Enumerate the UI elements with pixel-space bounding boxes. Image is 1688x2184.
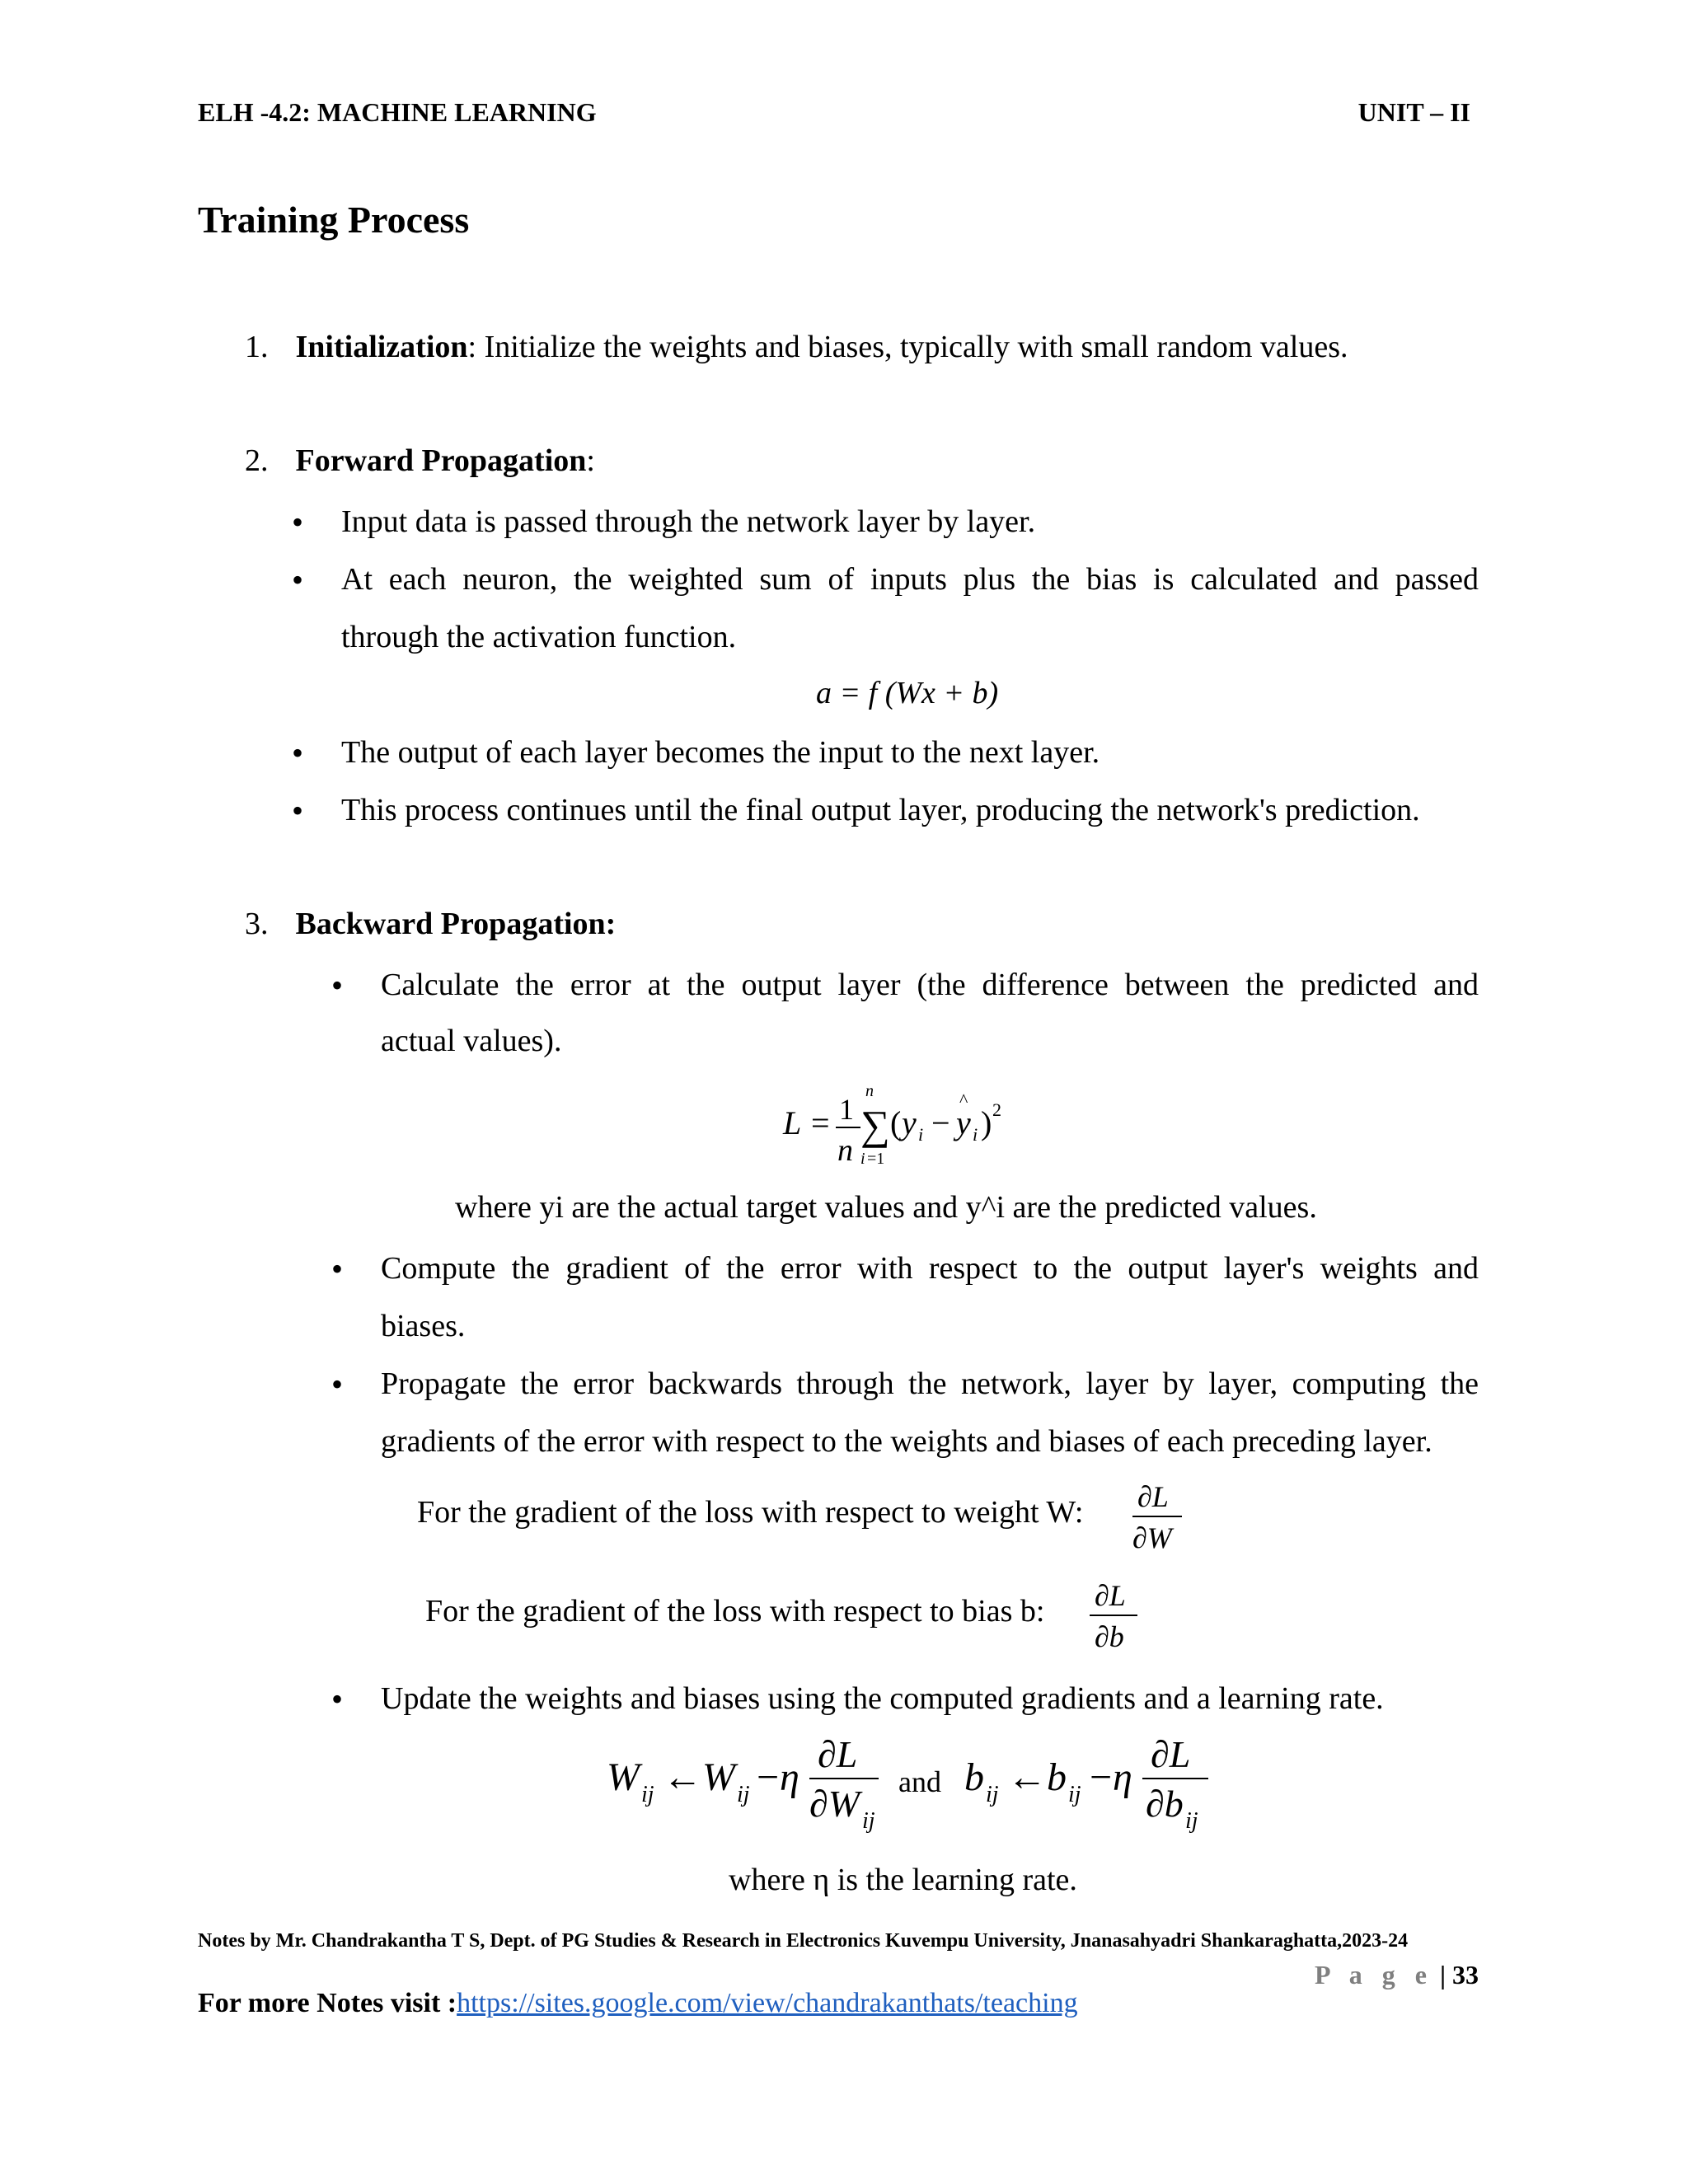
bp-bullet-1: Calculate the error at the output layer (the difference between the predicted and <box>381 968 1479 1002</box>
bullet-dot: • <box>292 561 304 598</box>
step-1-number: 1. <box>245 330 269 364</box>
svg-text:∂b: ∂b <box>1146 1783 1184 1825</box>
svg-text:←: ← <box>1007 1755 1047 1799</box>
bullet-dot: • <box>331 1366 344 1403</box>
svg-text:ij: ij <box>641 1782 654 1807</box>
svg-text:b: b <box>1047 1755 1067 1799</box>
footer-note: Notes by Mr. Chandrakantha T S, Dept. of PG Studies & Research in Electronics Kuvempu University, Jnanasahyadri Shankaraghatta,2023-24 <box>198 1930 1409 1952</box>
svg-text:i: i <box>860 1150 865 1168</box>
svg-text:=1: =1 <box>867 1150 885 1168</box>
svg-text:−: − <box>931 1104 950 1141</box>
svg-text:(: ( <box>890 1104 902 1141</box>
fp-bullet-4: This process continues until the final output layer, producing the network's prediction. <box>341 793 1420 827</box>
svg-text:∂L: ∂L <box>1095 1579 1126 1612</box>
bp-bullet-3: Propagate the error backwards through the network, layer by layer, computing the <box>381 1366 1479 1401</box>
course-header: ELH -4.2: MACHINE LEARNING <box>198 97 597 127</box>
svg-text:∑: ∑ <box>860 1102 890 1148</box>
svg-text:i: i <box>918 1124 924 1145</box>
unit-header: UNIT – II <box>1357 97 1470 127</box>
page-title: Training Process <box>198 199 470 241</box>
bullet-dot: • <box>331 967 344 1004</box>
learning-rate-note: where η is the learning rate. <box>729 1863 1077 1897</box>
bullet-dot: • <box>331 1250 344 1287</box>
step-2-label: Forward Propagation <box>295 443 587 478</box>
update-equation <box>602 1731 1228 1838</box>
more-notes-link[interactable]: https://sites.google.com/view/chandrakanthats/teaching <box>457 1988 1078 2018</box>
bullet-dot: • <box>292 504 304 541</box>
svg-text:2: 2 <box>992 1099 1001 1120</box>
svg-text:−: − <box>757 1755 780 1799</box>
more-notes-label: For more Notes visit : <box>198 1988 457 2018</box>
bp-bullet-2: Compute the gradient of the error with respect to the output layer's weights and <box>381 1251 1479 1286</box>
svg-text:W: W <box>607 1755 640 1799</box>
step-1 <box>245 331 1348 363</box>
svg-text:i: i <box>973 1124 978 1145</box>
svg-text:b: b <box>964 1755 984 1799</box>
svg-text:=: = <box>811 1104 830 1141</box>
svg-text:∂L: ∂L <box>1137 1480 1169 1513</box>
svg-text:^: ^ <box>959 1090 968 1110</box>
svg-text:ij: ij <box>862 1808 875 1834</box>
page-number-value: | 33 <box>1439 1960 1479 1990</box>
svg-text:−: − <box>1090 1755 1113 1799</box>
svg-text:ij: ij <box>737 1782 750 1807</box>
svg-text:): ) <box>981 1104 992 1141</box>
svg-text:∂L: ∂L <box>1151 1733 1191 1775</box>
loss-explanation: where yi are the actual target values and y^i are the predicted values. <box>455 1190 1317 1225</box>
svg-text:∂L: ∂L <box>818 1733 858 1775</box>
bp-bullet-4: Update the weights and biases using the computed gradients and a learning rate. <box>381 1681 1384 1716</box>
svg-text:y: y <box>956 1104 971 1141</box>
svg-text:∂b: ∂b <box>1095 1620 1124 1653</box>
bullet-dot: • <box>331 1680 344 1718</box>
svg-text:ij: ij <box>1068 1782 1081 1807</box>
page-word: P a g e <box>1314 1960 1433 1990</box>
step-1-text: : Initialize the weights and biases, typically with small random values. <box>467 330 1348 364</box>
svg-text:←: ← <box>663 1755 702 1799</box>
bp-bullet-1-cont: actual values). <box>381 1024 562 1058</box>
step-3-number: 3. <box>245 907 269 941</box>
bullet-dot: • <box>292 734 304 771</box>
grad-w-fraction <box>1129 1475 1187 1558</box>
svg-text:∂W: ∂W <box>809 1783 860 1825</box>
bp-bullet-2-cont: biases. <box>381 1309 466 1343</box>
grad-w-text: For the gradient of the loss with respect to weight W: <box>417 1495 1084 1530</box>
svg-text:η: η <box>1113 1755 1132 1799</box>
more-notes <box>198 1988 1078 2019</box>
and-word: and <box>898 1765 941 1798</box>
svg-text:η: η <box>780 1755 799 1799</box>
grad-b-text: For the gradient of the loss with respect to bias b: <box>425 1594 1045 1629</box>
step-1-label: Initialization <box>295 330 468 364</box>
grad-b-fraction <box>1086 1574 1144 1657</box>
svg-text:1: 1 <box>839 1093 854 1126</box>
step-2 <box>245 445 595 476</box>
bullet-dot: • <box>292 792 304 829</box>
step-2-number: 2. <box>245 443 269 478</box>
svg-text:W: W <box>702 1755 735 1799</box>
fp-bullet-1: Input data is passed through the network layer by layer. <box>341 504 1036 539</box>
svg-text:L: L <box>783 1104 802 1141</box>
svg-text:n: n <box>865 1082 874 1100</box>
svg-text:ij: ij <box>986 1782 999 1807</box>
page-number <box>1315 1960 1479 1990</box>
step-3 <box>245 908 616 940</box>
svg-text:ij: ij <box>1185 1808 1198 1834</box>
fp-bullet-2-cont: through the activation function. <box>341 620 737 654</box>
svg-text:∂W: ∂W <box>1132 1521 1172 1554</box>
fp-bullet-2: At each neuron, the weighted sum of inputs plus the bias is calculated and passed <box>341 562 1479 597</box>
svg-text:n: n <box>837 1133 853 1168</box>
step-3-label: Backward Propagation: <box>295 907 617 941</box>
fp-bullet-3: The output of each layer becomes the input to the next layer. <box>341 735 1100 770</box>
svg-text:y: y <box>902 1104 917 1141</box>
forward-equation: a = f (Wx + b) <box>816 676 999 710</box>
step-2-text: : <box>586 443 595 478</box>
loss-equation <box>775 1081 1047 1180</box>
bp-bullet-3-cont: gradients of the error with respect to the weights and biases of each preceding layer. <box>381 1424 1432 1459</box>
